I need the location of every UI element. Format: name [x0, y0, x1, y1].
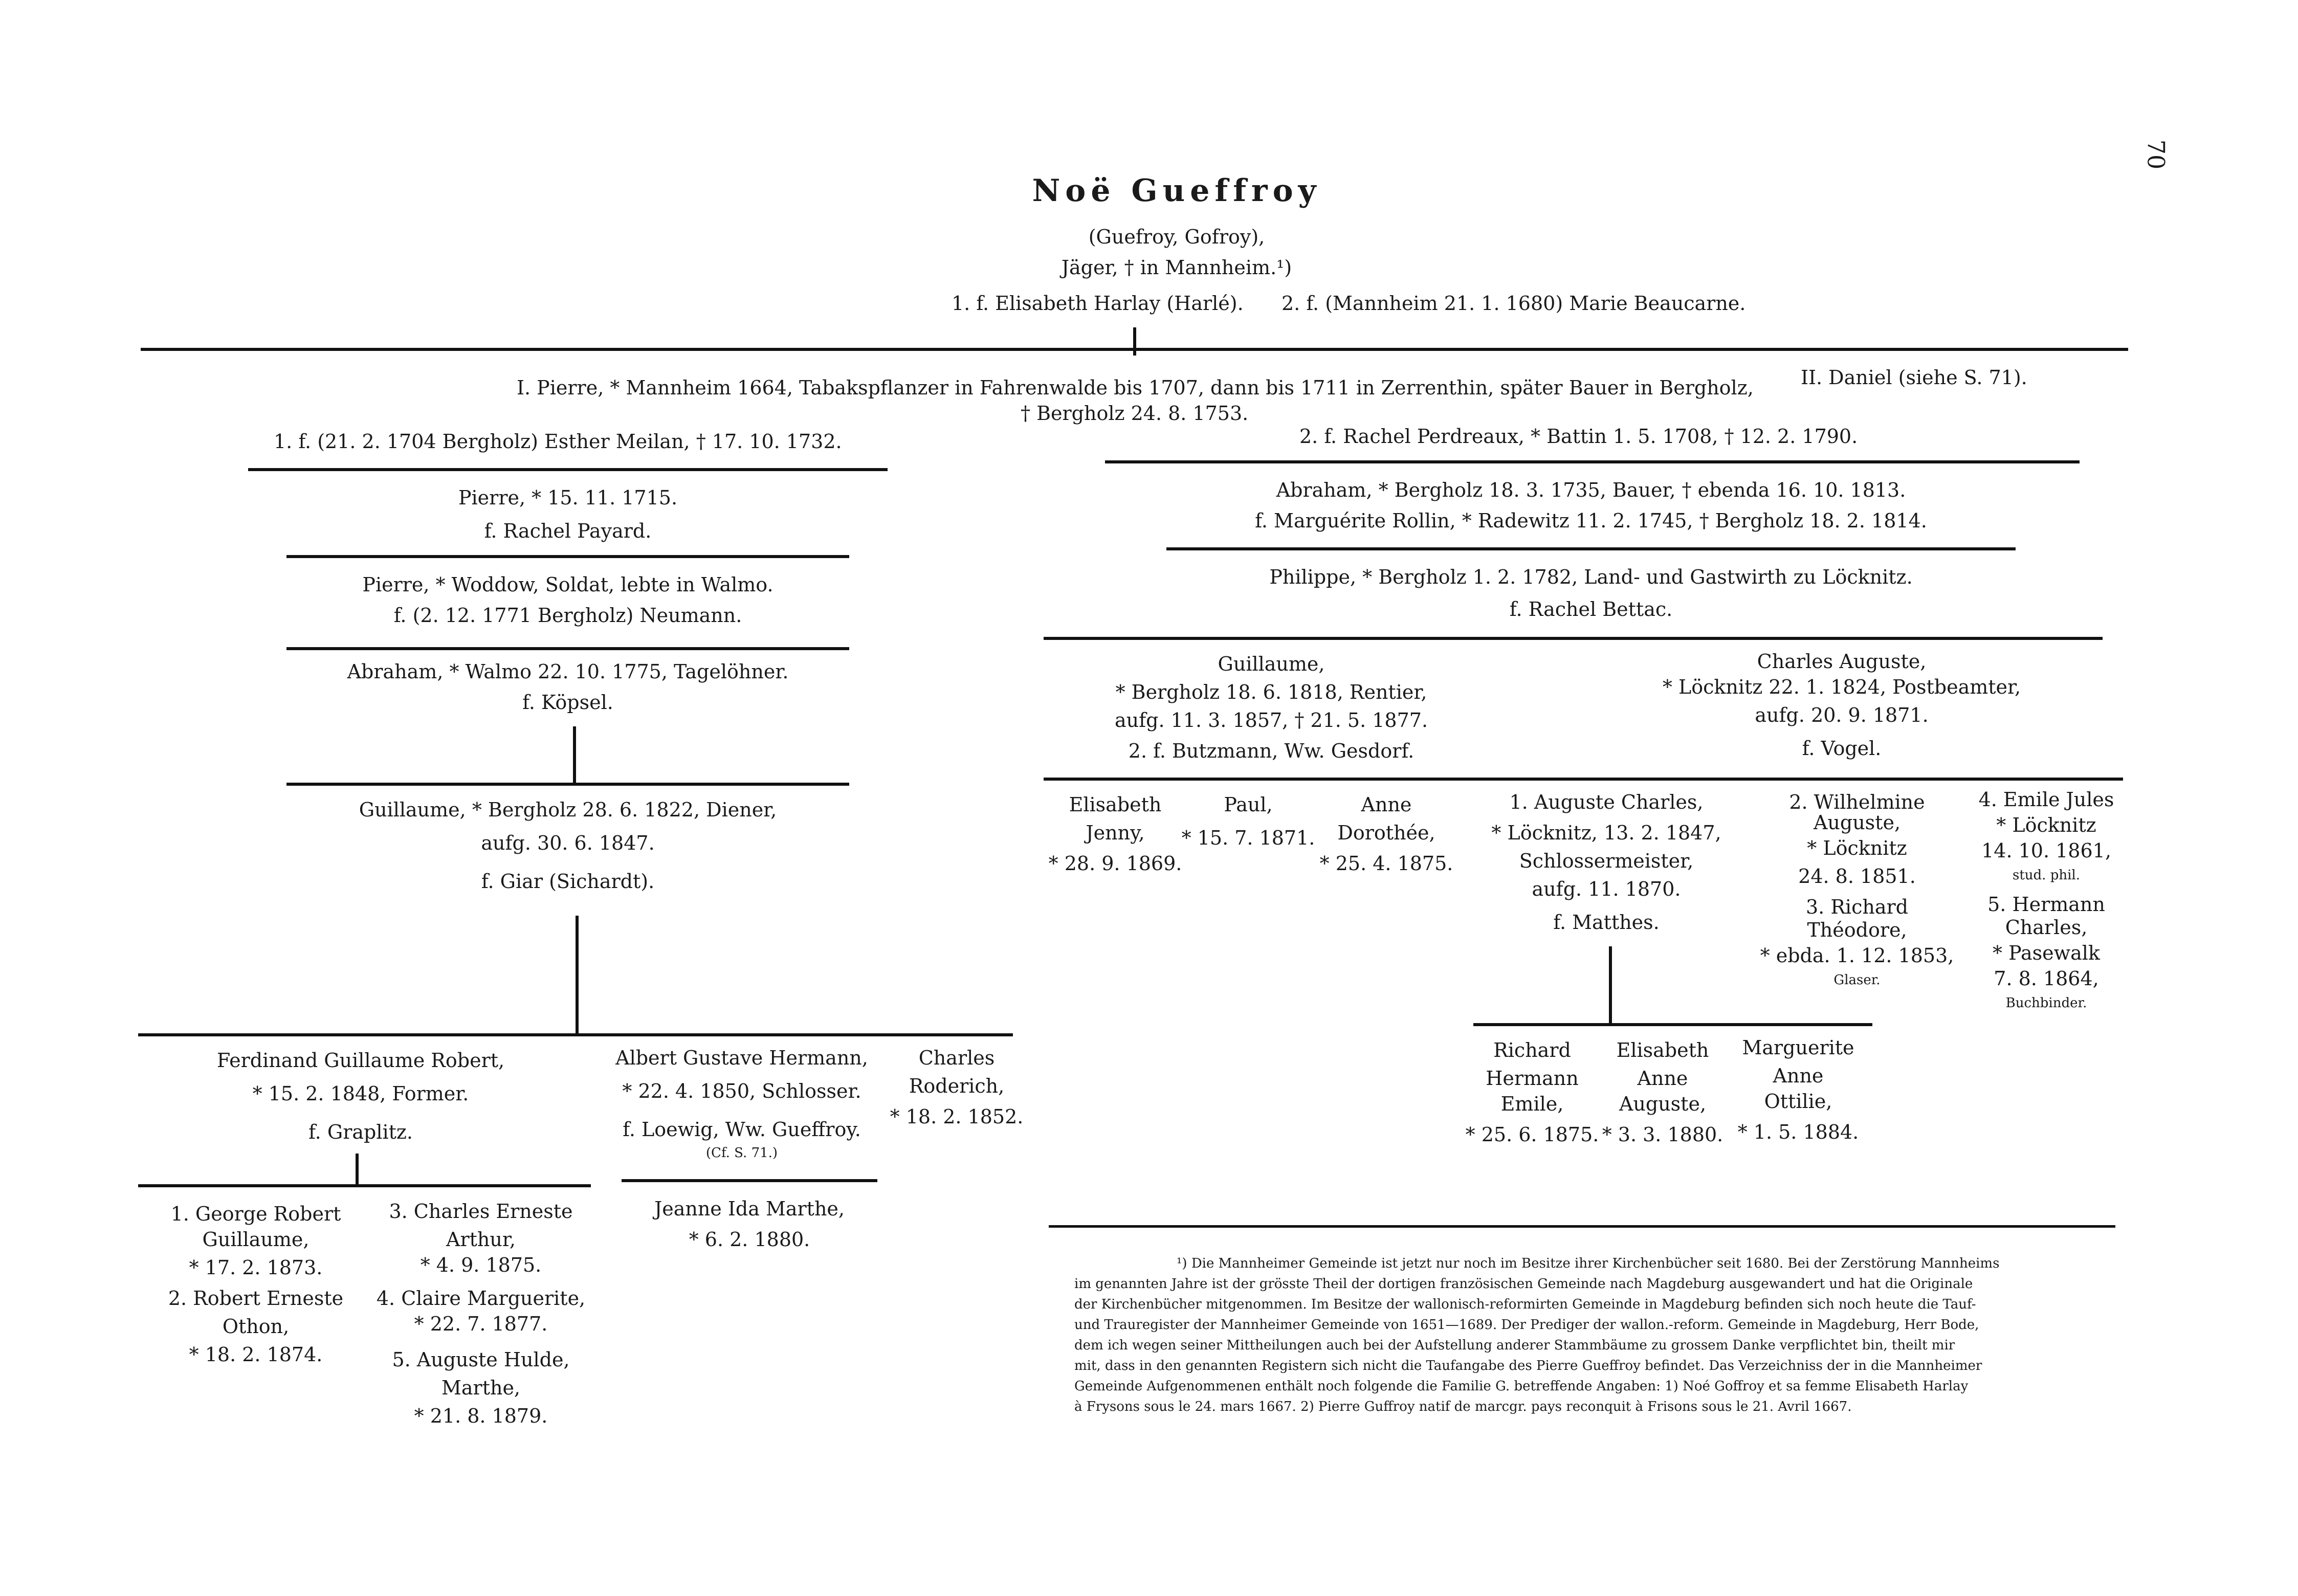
- c-child-auguste-2: * Löcknitz, 13. 2. 1847,: [1491, 822, 1721, 844]
- ferdinand-child-b-8: * 21. 8. 1879.: [414, 1405, 548, 1427]
- right-g4-line1: Philippe, * Bergholz 1. 2. 1782, Land- und Gastwirth zu Löcknitz.: [1269, 566, 1913, 588]
- a-child-elisabeth-3: Auguste,: [1619, 1093, 1707, 1115]
- pierre-wife-1: 1. f. (21. 2. 1704 Bergholz) Esther Meilan, † 17. 10. 1732.: [274, 430, 842, 453]
- ferdinand-child-a-5: Othon,: [222, 1315, 290, 1338]
- a-child-marguerite-4: * 1. 5. 1884.: [1737, 1121, 1859, 1143]
- connector-line: [356, 1154, 359, 1184]
- g-child-elisabeth-2: Jenny,: [1086, 822, 1145, 844]
- charles-roderich-line2: Roderich,: [909, 1075, 1005, 1097]
- root-occupation: Jäger, † in Mannheim.¹): [1061, 256, 1292, 279]
- c-child-auguste-3: Schlossermeister,: [1519, 850, 1694, 872]
- charles-auguste-line1: Charles Auguste,: [1757, 650, 1927, 673]
- guillaume-line3: aufg. 11. 3. 1857, † 21. 5. 1877.: [1114, 709, 1428, 731]
- c-child-hermann-5: Buchbinder.: [2005, 995, 2087, 1011]
- generation-rule: [1044, 778, 1489, 781]
- guillaume-line4: 2. f. Butzmann, Ww. Gesdorf.: [1128, 740, 1415, 762]
- c-child-wilhelmine-1: 2. Wilhelmine: [1789, 791, 1925, 813]
- c-child-wilhelmine-3: * Löcknitz: [1807, 837, 1907, 859]
- footnote-line: à Frysons sous le 24. mars 1667. 2) Pierre Guffroy natif de marcgr. pays reconquit à Frisons sous le 21. Avril 1667.: [1074, 1399, 1852, 1414]
- footnote-line: Gemeinde Aufgenommenen enthält noch folgende die Familie G. betreffende Angaben: 1) Noé Goffroy et sa femme Elisabeth Harlay: [1074, 1379, 1969, 1394]
- generation-rule: [1044, 637, 2103, 640]
- ferdinand-child-b-6: 5. Auguste Hulde,: [392, 1348, 570, 1371]
- c-child-auguste-5: f. Matthes.: [1553, 911, 1660, 934]
- c-child-wilhelmine-4: 24. 8. 1851.: [1798, 865, 1916, 888]
- g-child-anne-2: Dorothée,: [1337, 822, 1435, 844]
- c-child-emile-1: 4. Emile Jules: [1978, 788, 2114, 811]
- left-g6-line3: f. Giar (Sichardt).: [481, 870, 655, 893]
- ferdinand-child-b-3: * 4. 9. 1875.: [420, 1254, 542, 1276]
- a-child-marguerite-1: Marguerite: [1742, 1036, 1854, 1059]
- c-child-hermann-4: 7. 8. 1864,: [1994, 967, 2099, 990]
- ferdinand-child-a-1: 1. George Robert: [170, 1203, 341, 1225]
- left-g4-line2: f. (2. 12. 1771 Bergholz) Neumann.: [393, 604, 742, 627]
- daniel-entry: II. Daniel (siehe S. 71).: [1801, 366, 2027, 389]
- ferdinand-child-b-5: * 22. 7. 1877.: [414, 1313, 548, 1335]
- c-child-auguste-1: 1. Auguste Charles,: [1509, 791, 1704, 813]
- a-child-elisabeth-4: * 3. 3. 1880.: [1602, 1123, 1724, 1146]
- generation-rule: [1473, 1023, 1872, 1026]
- generation-rule: [1105, 460, 2080, 463]
- charles-auguste-line2: * Löcknitz 22. 1. 1824, Postbeamter,: [1662, 676, 2021, 698]
- ferdinand-child-a-3: * 17. 2. 1873.: [189, 1256, 323, 1279]
- footnote-line: dem ich wegen seiner Mittheilungen auch bei der Aufstellung anderer Stammbäume zu grossem Danke verpflichtet bin, theilt mir: [1074, 1338, 1955, 1353]
- pierre-wife-2: 2. f. Rachel Perdreaux, * Battin 1. 5. 1708, † 12. 2. 1790.: [1299, 425, 1858, 448]
- albert-child-line1: Jeanne Ida Marthe,: [654, 1198, 845, 1220]
- ferdinand-child-b-1: 3. Charles Erneste: [389, 1200, 573, 1223]
- c-child-wilhelmine-2: Auguste,: [1813, 811, 1901, 834]
- ferdinand-child-a-6: * 18. 2. 1874.: [189, 1343, 323, 1366]
- charles-auguste-line4: f. Vogel.: [1802, 737, 1882, 760]
- generation-rule: [286, 783, 849, 786]
- connector-line: [576, 916, 579, 1033]
- c-child-richard-1: 3. Richard: [1805, 896, 1908, 918]
- c-child-emile-4: stud. phil.: [2013, 868, 2080, 883]
- a-child-marguerite-2: Anne: [1773, 1065, 1824, 1087]
- g-child-paul-2: * 15. 7. 1871.: [1181, 827, 1315, 849]
- connector-line: [573, 726, 576, 783]
- ferdinand-child-b-2: Arthur,: [446, 1228, 516, 1251]
- pierre-entry: I. Pierre, * Mannheim 1664, Tabakspflanzer in Fahrenwalde bis 1707, dann bis 1711 in Zerrenthin, später Bauer in Bergholz,: [517, 376, 1754, 399]
- ferdinand-line3: f. Graplitz.: [308, 1121, 413, 1143]
- page-number: 70: [2142, 139, 2170, 170]
- albert-line1: Albert Gustave Hermann,: [615, 1047, 868, 1069]
- c-child-richard-4: Glaser.: [1833, 972, 1881, 988]
- albert-child-line2: * 6. 2. 1880.: [689, 1228, 810, 1251]
- left-g5-line1: Abraham, * Walmo 22. 10. 1775, Tagelöhner.: [347, 660, 789, 683]
- footnote: [1074, 1253, 2097, 1417]
- c-child-emile-3: 14. 10. 1861,: [1981, 839, 2111, 862]
- root-name: Noë Gueffroy: [1032, 173, 1321, 209]
- pierre-death: † Bergholz 24. 8. 1753.: [1021, 402, 1249, 425]
- guillaume-line2: * Bergholz 18. 6. 1818, Rentier,: [1115, 681, 1427, 703]
- generation-rule: [1484, 778, 2123, 781]
- left-g3-line2: f. Rachel Payard.: [484, 520, 652, 542]
- left-g5-line2: f. Köpsel.: [522, 691, 613, 714]
- footnote-line: ¹) Die Mannheimer Gemeinde ist jetzt nur noch im Besitze ihrer Kirchenbücher seit 1680. Bei der Zerstörung Mannheims: [1177, 1256, 2000, 1271]
- c-child-hermann-3: * Pasewalk: [1993, 942, 2100, 964]
- connector-line: [1609, 946, 1612, 1023]
- charles-roderich-line3: * 18. 2. 1852.: [890, 1105, 1024, 1128]
- charles-roderich-line1: Charles: [918, 1047, 995, 1069]
- connector-line: [1133, 327, 1136, 356]
- ferdinand-child-a-2: Guillaume,: [202, 1228, 310, 1251]
- generation-rule: [138, 1184, 591, 1187]
- generation-rule: [286, 555, 849, 558]
- footnote-line: und Trauregister der Mannheimer Gemeinde von 1651—1689. Der Prediger der wallon.-reform. Gemeinde in Magdeburg, Herr Bode,: [1074, 1317, 1979, 1333]
- generation-rule: [622, 1179, 877, 1182]
- g-child-anne-3: * 25. 4. 1875.: [1319, 852, 1453, 875]
- c-child-emile-2: * Löcknitz: [1996, 814, 2096, 836]
- footnote-rule: [1049, 1225, 2115, 1228]
- generation-rule: [1166, 547, 2016, 550]
- albert-line4: (Cf. S. 71.): [705, 1145, 778, 1161]
- c-child-hermann-1: 5. Hermann: [1987, 893, 2105, 916]
- c-child-richard-2: Théodore,: [1807, 919, 1907, 941]
- ferdinand-line1: Ferdinand Guillaume Robert,: [216, 1049, 505, 1072]
- a-child-elisabeth-2: Anne: [1637, 1067, 1688, 1090]
- left-g6-line1: Guillaume, * Bergholz 28. 6. 1822, Diener,: [359, 799, 777, 821]
- ferdinand-child-b-7: Marthe,: [441, 1377, 521, 1399]
- a-child-elisabeth-1: Elisabeth: [1616, 1039, 1709, 1061]
- left-g3-line1: Pierre, * 15. 11. 1715.: [458, 486, 678, 509]
- guillaume-line1: Guillaume,: [1218, 653, 1325, 675]
- right-g3-line2: f. Marguérite Rollin, * Radewitz 11. 2. 1745, † Bergholz 18. 2. 1814.: [1255, 509, 1927, 532]
- left-g6-line2: aufg. 30. 6. 1847.: [481, 832, 655, 854]
- g-child-elisabeth-3: * 28. 9. 1869.: [1048, 852, 1182, 875]
- a-child-richard-4: * 25. 6. 1875.: [1465, 1123, 1599, 1146]
- generation-rule: [286, 647, 849, 650]
- root-marriage-1: 1. f. Elisabeth Harlay (Harlé).: [952, 292, 1244, 315]
- g-child-paul-1: Paul,: [1224, 793, 1273, 816]
- c-child-richard-3: * ebda. 1. 12. 1853,: [1760, 944, 1954, 967]
- albert-line3: f. Loewig, Ww. Gueffroy.: [623, 1118, 861, 1141]
- generation-rule: [248, 468, 888, 471]
- a-child-richard-3: Emile,: [1500, 1093, 1564, 1115]
- generation-rule: [141, 348, 2128, 351]
- left-g4-line1: Pierre, * Woddow, Soldat, lebte in Walmo.: [362, 573, 774, 596]
- footnote-line: mit, dass in den genannten Registern sich nicht die Taufangabe des Pierre Gueffroy befindet. Das Verzeichniss der in die Mannheimer: [1074, 1358, 1982, 1373]
- g-child-anne-1: Anne: [1361, 793, 1412, 816]
- ferdinand-child-b-4: 4. Claire Marguerite,: [376, 1287, 586, 1310]
- c-child-auguste-4: aufg. 11. 1870.: [1532, 878, 1681, 900]
- generation-rule: [138, 1033, 1013, 1036]
- footnote-line: der Kirchenbücher mitgenommen. Im Besitze der wallonisch-reformirten Gemeinde in Magdeburg befinden sich noch heute die Tauf-: [1074, 1297, 1976, 1312]
- a-child-marguerite-3: Ottilie,: [1764, 1090, 1832, 1113]
- a-child-richard-1: Richard: [1493, 1039, 1571, 1061]
- root-variants: (Guefroy, Gofroy),: [1088, 226, 1265, 248]
- a-child-richard-2: Hermann: [1486, 1067, 1579, 1090]
- root-marriage-2: 2. f. (Mannheim 21. 1. 1680) Marie Beaucarne.: [1281, 292, 1746, 315]
- right-g3-line1: Abraham, * Bergholz 18. 3. 1735, Bauer, † ebenda 16. 10. 1813.: [1276, 479, 1906, 501]
- footnote-line: im genannten Jahre ist der grösste Theil der dortigen französischen Gemeinde nach Magdeburg ausgewandert und hat die Originale: [1074, 1276, 1973, 1292]
- g-child-elisabeth-1: Elisabeth: [1069, 793, 1162, 816]
- ferdinand-line2: * 15. 2. 1848, Former.: [252, 1082, 469, 1105]
- albert-line2: * 22. 4. 1850, Schlosser.: [622, 1080, 861, 1102]
- right-g4-line2: f. Rachel Bettac.: [1509, 598, 1673, 620]
- charles-auguste-line3: aufg. 20. 9. 1871.: [1755, 704, 1929, 726]
- c-child-hermann-2: Charles,: [2005, 916, 2088, 939]
- ferdinand-child-a-4: 2. Robert Erneste: [168, 1287, 344, 1310]
